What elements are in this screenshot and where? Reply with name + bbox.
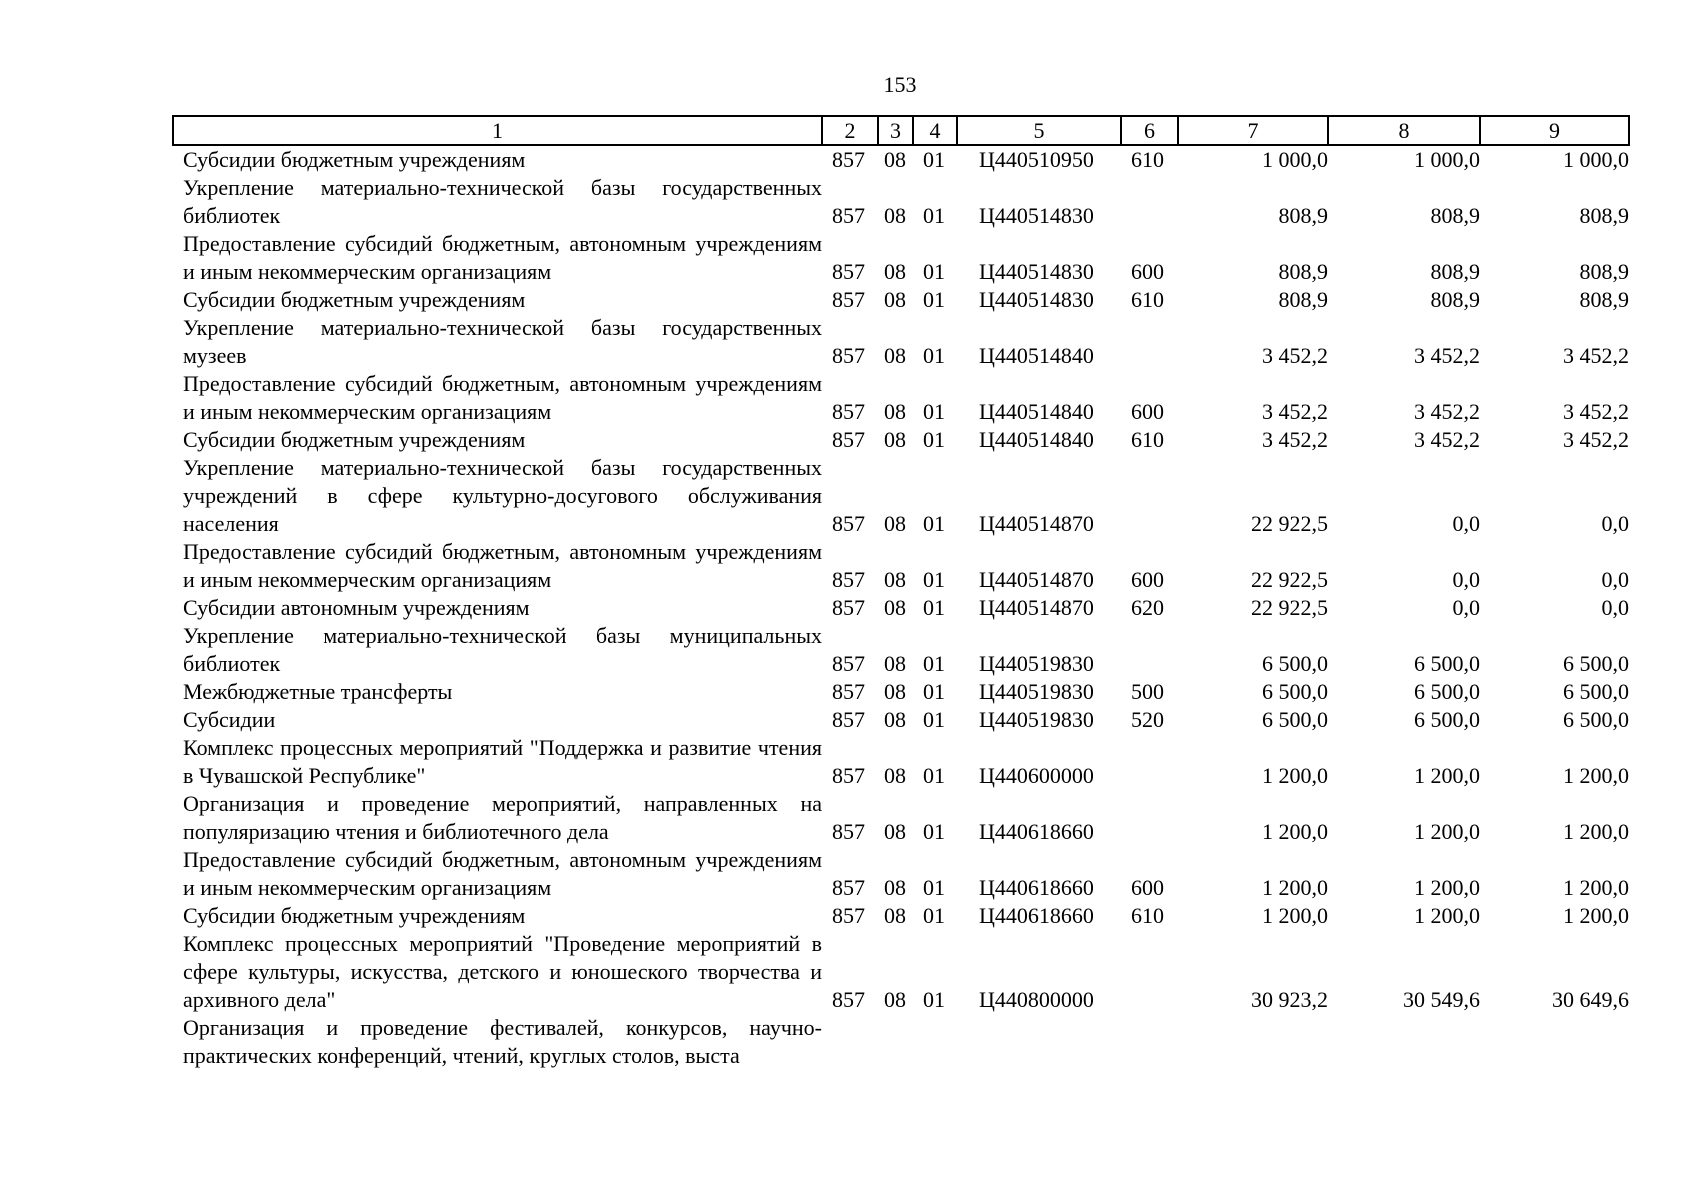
row-col8-cell: 0,0 — [1452, 567, 1480, 592]
row-name-cell: Субсидии бюджетным учреждениям — [183, 287, 526, 312]
row-col8-cell — [1328, 1014, 1480, 1070]
row-col2-cell: 857 — [832, 399, 865, 424]
row-col6-cell: 610 — [1131, 147, 1164, 172]
page-number: 153 — [883, 72, 917, 97]
row-col2-cell: 857 — [832, 287, 865, 312]
row-col5-cell: Ц440514870 — [979, 511, 1094, 536]
row-col4-cell: 01 — [923, 987, 945, 1012]
row-col8-cell: 30 549,6 — [1403, 987, 1480, 1012]
row-col3-cell: 08 — [884, 651, 906, 676]
row-col2-cell: 857 — [832, 903, 865, 928]
row-col2-cell: 857 — [832, 511, 865, 536]
row-col5-cell: Ц440514840 — [979, 343, 1094, 368]
table-row — [173, 1014, 1629, 1070]
row-col2-cell: 857 — [832, 679, 865, 704]
row-col3-cell — [878, 1014, 913, 1070]
row-col2-cell: 857 — [832, 343, 865, 368]
row-col3-cell: 08 — [884, 567, 906, 592]
row-col9-cell: 808,9 — [1579, 287, 1629, 312]
row-col9-cell: 808,9 — [1579, 203, 1629, 228]
row-col6-cell: 600 — [1131, 259, 1164, 284]
row-col4-cell: 01 — [923, 147, 945, 172]
row-col3-cell: 08 — [884, 259, 906, 284]
table-header — [173, 116, 1629, 145]
table-row — [173, 790, 1629, 846]
row-col4-cell: 01 — [923, 903, 945, 928]
column-header-3: 3 — [878, 116, 913, 145]
table-row — [173, 145, 1629, 174]
row-col6-cell: 600 — [1131, 399, 1164, 424]
row-col5-cell: Ц440510950 — [979, 147, 1094, 172]
row-col8-cell: 808,9 — [1430, 203, 1480, 228]
table-row — [173, 706, 1629, 734]
row-col4-cell: 01 — [923, 651, 945, 676]
column-header-8: 8 — [1328, 116, 1480, 145]
row-col9-cell: 30 649,6 — [1552, 987, 1629, 1012]
row-col6-cell — [1121, 1014, 1178, 1070]
row-col4-cell: 01 — [923, 287, 945, 312]
row-col6-cell: 600 — [1131, 567, 1164, 592]
row-col5-cell: Ц440514840 — [979, 399, 1094, 424]
row-col2-cell: 857 — [832, 763, 865, 788]
row-col9-cell — [1480, 1014, 1629, 1070]
row-col7-cell: 1 200,0 — [1262, 903, 1328, 928]
row-col7-cell: 6 500,0 — [1262, 679, 1328, 704]
row-col7-cell: 6 500,0 — [1262, 651, 1328, 676]
row-col2-cell: 857 — [832, 595, 865, 620]
row-col6-cell: 620 — [1131, 595, 1164, 620]
row-col3-cell: 08 — [884, 763, 906, 788]
row-col6-cell — [1121, 930, 1178, 1014]
row-col6-cell — [1121, 174, 1178, 230]
row-col6-cell — [1121, 314, 1178, 370]
row-col9-cell: 0,0 — [1601, 511, 1629, 536]
row-name-cell: Организация и проведение фестивалей, конкурсов, научно-практических конференций, чтений, круглых столов, выста — [183, 1015, 822, 1068]
row-name-cell: Субсидии автономным учреждениям — [183, 595, 530, 620]
row-col6-cell — [1121, 734, 1178, 790]
row-col5-cell: Ц440514840 — [979, 427, 1094, 452]
row-col6-cell — [1121, 622, 1178, 678]
row-name-cell: Субсидии бюджетным учреждениям — [183, 147, 526, 172]
row-col9-cell: 3 452,2 — [1563, 399, 1629, 424]
row-col3-cell: 08 — [884, 875, 906, 900]
row-col9-cell: 1 200,0 — [1563, 763, 1629, 788]
row-col8-cell: 3 452,2 — [1414, 343, 1480, 368]
row-col9-cell: 1 000,0 — [1563, 147, 1629, 172]
column-header-6: 6 — [1121, 116, 1178, 145]
row-col8-cell: 808,9 — [1430, 287, 1480, 312]
row-col2-cell: 857 — [832, 567, 865, 592]
row-name-cell: Укрепление материально-технической базы муниципальных библиотек — [183, 623, 822, 676]
row-col6-cell — [1121, 454, 1178, 538]
row-col8-cell: 0,0 — [1452, 595, 1480, 620]
row-col8-cell: 6 500,0 — [1414, 707, 1480, 732]
budget-table — [172, 115, 1630, 1070]
column-header-1: 1 — [173, 116, 822, 145]
row-col9-cell: 0,0 — [1601, 567, 1629, 592]
row-col9-cell: 1 200,0 — [1563, 875, 1629, 900]
table-row — [173, 370, 1629, 426]
table-row — [173, 454, 1629, 538]
row-name-cell: Комплекс процессных мероприятий "Поддержка и развитие чтения в Чувашской Республике" — [183, 735, 822, 788]
row-col3-cell: 08 — [884, 343, 906, 368]
row-col8-cell: 0,0 — [1452, 511, 1480, 536]
row-col8-cell: 6 500,0 — [1414, 651, 1480, 676]
row-col5-cell: Ц440514830 — [979, 203, 1094, 228]
row-col9-cell: 6 500,0 — [1563, 707, 1629, 732]
row-col5-cell — [957, 1014, 1121, 1070]
row-col8-cell: 3 452,2 — [1414, 399, 1480, 424]
column-header-7: 7 — [1178, 116, 1328, 145]
row-col3-cell: 08 — [884, 679, 906, 704]
row-col7-cell: 22 922,5 — [1251, 595, 1328, 620]
row-col5-cell: Ц440800000 — [979, 987, 1094, 1012]
row-col7-cell: 30 923,2 — [1251, 987, 1328, 1012]
table-row — [173, 678, 1629, 706]
row-col7-cell: 3 452,2 — [1262, 343, 1328, 368]
row-col7-cell: 808,9 — [1278, 287, 1328, 312]
row-col9-cell: 3 452,2 — [1563, 343, 1629, 368]
row-col6-cell: 610 — [1131, 287, 1164, 312]
row-col4-cell: 01 — [923, 707, 945, 732]
row-col2-cell: 857 — [832, 819, 865, 844]
row-col4-cell: 01 — [923, 427, 945, 452]
row-name-cell: Субсидии — [183, 707, 276, 732]
column-header-2: 2 — [822, 116, 878, 145]
row-name-cell: Субсидии бюджетным учреждениям — [183, 903, 526, 928]
row-col3-cell: 08 — [884, 287, 906, 312]
row-col4-cell: 01 — [923, 203, 945, 228]
row-col9-cell: 1 200,0 — [1563, 819, 1629, 844]
row-col6-cell: 600 — [1131, 875, 1164, 900]
row-col3-cell: 08 — [884, 987, 906, 1012]
row-col6-cell: 520 — [1131, 707, 1164, 732]
table-row — [173, 930, 1629, 1014]
row-name-cell: Укрепление материально-технической базы государственных учреждений в сфере культурно-досугового обслуживания населения — [183, 455, 822, 536]
row-col2-cell: 857 — [832, 203, 865, 228]
row-col9-cell: 0,0 — [1601, 595, 1629, 620]
row-col5-cell: Ц440600000 — [979, 763, 1094, 788]
row-col4-cell: 01 — [923, 343, 945, 368]
row-col4-cell: 01 — [923, 567, 945, 592]
row-name-cell: Комплекс процессных мероприятий "Проведение мероприятий в сфере культуры, искусства, детского и юношеского творчества и архивного дела" — [183, 931, 822, 1012]
row-col3-cell: 08 — [884, 203, 906, 228]
table-row — [173, 622, 1629, 678]
row-col3-cell: 08 — [884, 595, 906, 620]
row-col6-cell — [1121, 790, 1178, 846]
table-body — [173, 145, 1629, 1070]
row-name-cell: Предоставление субсидий бюджетным, автономным учреждениям и иным некоммерческим организациям — [183, 539, 822, 592]
table-row — [173, 230, 1629, 286]
row-col7-cell: 6 500,0 — [1262, 707, 1328, 732]
row-name-cell: Организация и проведение мероприятий, направленных на популяризацию чтения и библиотечного дела — [183, 791, 822, 844]
row-col7-cell: 3 452,2 — [1262, 399, 1328, 424]
row-name-cell: Укрепление материально-технической базы государственных библиотек — [183, 175, 822, 228]
row-name-cell: Предоставление субсидий бюджетным, автономным учреждениям и иным некоммерческим организациям — [183, 371, 822, 424]
row-col7-cell: 808,9 — [1278, 259, 1328, 284]
row-name-cell: Субсидии бюджетным учреждениям — [183, 427, 526, 452]
row-name-cell: Предоставление субсидий бюджетным, автономным учреждениям и иным некоммерческим организациям — [183, 847, 822, 900]
table-row — [173, 902, 1629, 930]
row-col9-cell: 6 500,0 — [1563, 679, 1629, 704]
row-col9-cell: 3 452,2 — [1563, 427, 1629, 452]
row-name-cell: Межбюджетные трансферты — [183, 679, 453, 704]
row-col7-cell: 3 452,2 — [1262, 427, 1328, 452]
table-row — [173, 286, 1629, 314]
row-col2-cell: 857 — [832, 427, 865, 452]
row-col6-cell: 500 — [1131, 679, 1164, 704]
table-row — [173, 314, 1629, 370]
row-col8-cell: 808,9 — [1430, 259, 1480, 284]
row-col4-cell: 01 — [923, 399, 945, 424]
row-name-cell: Предоставление субсидий бюджетным, автономным учреждениям и иным некоммерческим организациям — [183, 231, 822, 284]
row-col2-cell — [822, 1014, 878, 1070]
row-col8-cell: 3 452,2 — [1414, 427, 1480, 452]
row-col2-cell: 857 — [832, 651, 865, 676]
row-col5-cell: Ц440618660 — [979, 875, 1094, 900]
row-col7-cell: 808,9 — [1278, 203, 1328, 228]
row-col4-cell: 01 — [923, 511, 945, 536]
column-header-5: 5 — [957, 116, 1121, 145]
row-col2-cell: 857 — [832, 875, 865, 900]
column-header-4: 4 — [913, 116, 957, 145]
row-name-cell: Укрепление материально-технической базы государственных музеев — [183, 315, 822, 368]
row-col3-cell: 08 — [884, 427, 906, 452]
row-col8-cell: 1 200,0 — [1414, 763, 1480, 788]
table-row — [173, 174, 1629, 230]
row-col3-cell: 08 — [884, 511, 906, 536]
table-row — [173, 426, 1629, 454]
row-col4-cell: 01 — [923, 259, 945, 284]
table-row — [173, 594, 1629, 622]
row-col4-cell: 01 — [923, 875, 945, 900]
row-col8-cell: 1 200,0 — [1414, 819, 1480, 844]
row-col3-cell: 08 — [884, 399, 906, 424]
row-col2-cell: 857 — [832, 147, 865, 172]
row-col9-cell: 1 200,0 — [1563, 903, 1629, 928]
row-col3-cell: 08 — [884, 819, 906, 844]
row-col7-cell: 22 922,5 — [1251, 511, 1328, 536]
row-col8-cell: 1 200,0 — [1414, 903, 1480, 928]
row-col8-cell: 6 500,0 — [1414, 679, 1480, 704]
row-col5-cell: Ц440514830 — [979, 287, 1094, 312]
row-col6-cell: 610 — [1131, 903, 1164, 928]
row-col3-cell: 08 — [884, 147, 906, 172]
row-col5-cell: Ц440514870 — [979, 567, 1094, 592]
row-col5-cell: Ц440514830 — [979, 259, 1094, 284]
row-col2-cell: 857 — [832, 987, 865, 1012]
column-header-9: 9 — [1480, 116, 1629, 145]
row-col2-cell: 857 — [832, 707, 865, 732]
row-col7-cell: 1 200,0 — [1262, 875, 1328, 900]
row-col5-cell: Ц440514870 — [979, 595, 1094, 620]
table-row — [173, 734, 1629, 790]
row-col5-cell: Ц440519830 — [979, 679, 1094, 704]
row-col7-cell: 22 922,5 — [1251, 567, 1328, 592]
row-col7-cell: 1 200,0 — [1262, 763, 1328, 788]
table-row — [173, 538, 1629, 594]
row-col4-cell: 01 — [923, 763, 945, 788]
row-col4-cell — [913, 1014, 957, 1070]
table-row — [173, 846, 1629, 902]
row-col3-cell: 08 — [884, 707, 906, 732]
row-col4-cell: 01 — [923, 819, 945, 844]
row-col9-cell: 6 500,0 — [1563, 651, 1629, 676]
row-col4-cell: 01 — [923, 595, 945, 620]
row-col4-cell: 01 — [923, 679, 945, 704]
row-col5-cell: Ц440618660 — [979, 819, 1094, 844]
row-col5-cell: Ц440519830 — [979, 651, 1094, 676]
row-col8-cell: 1 200,0 — [1414, 875, 1480, 900]
row-col2-cell: 857 — [832, 259, 865, 284]
row-col7-cell: 1 200,0 — [1262, 819, 1328, 844]
row-col6-cell: 610 — [1131, 427, 1164, 452]
row-col7-cell: 1 000,0 — [1262, 147, 1328, 172]
row-col3-cell: 08 — [884, 903, 906, 928]
row-col7-cell — [1178, 1014, 1328, 1070]
row-col5-cell: Ц440519830 — [979, 707, 1094, 732]
header-row — [173, 116, 1629, 145]
row-col9-cell: 808,9 — [1579, 259, 1629, 284]
row-col8-cell: 1 000,0 — [1414, 147, 1480, 172]
row-col5-cell: Ц440618660 — [979, 903, 1094, 928]
